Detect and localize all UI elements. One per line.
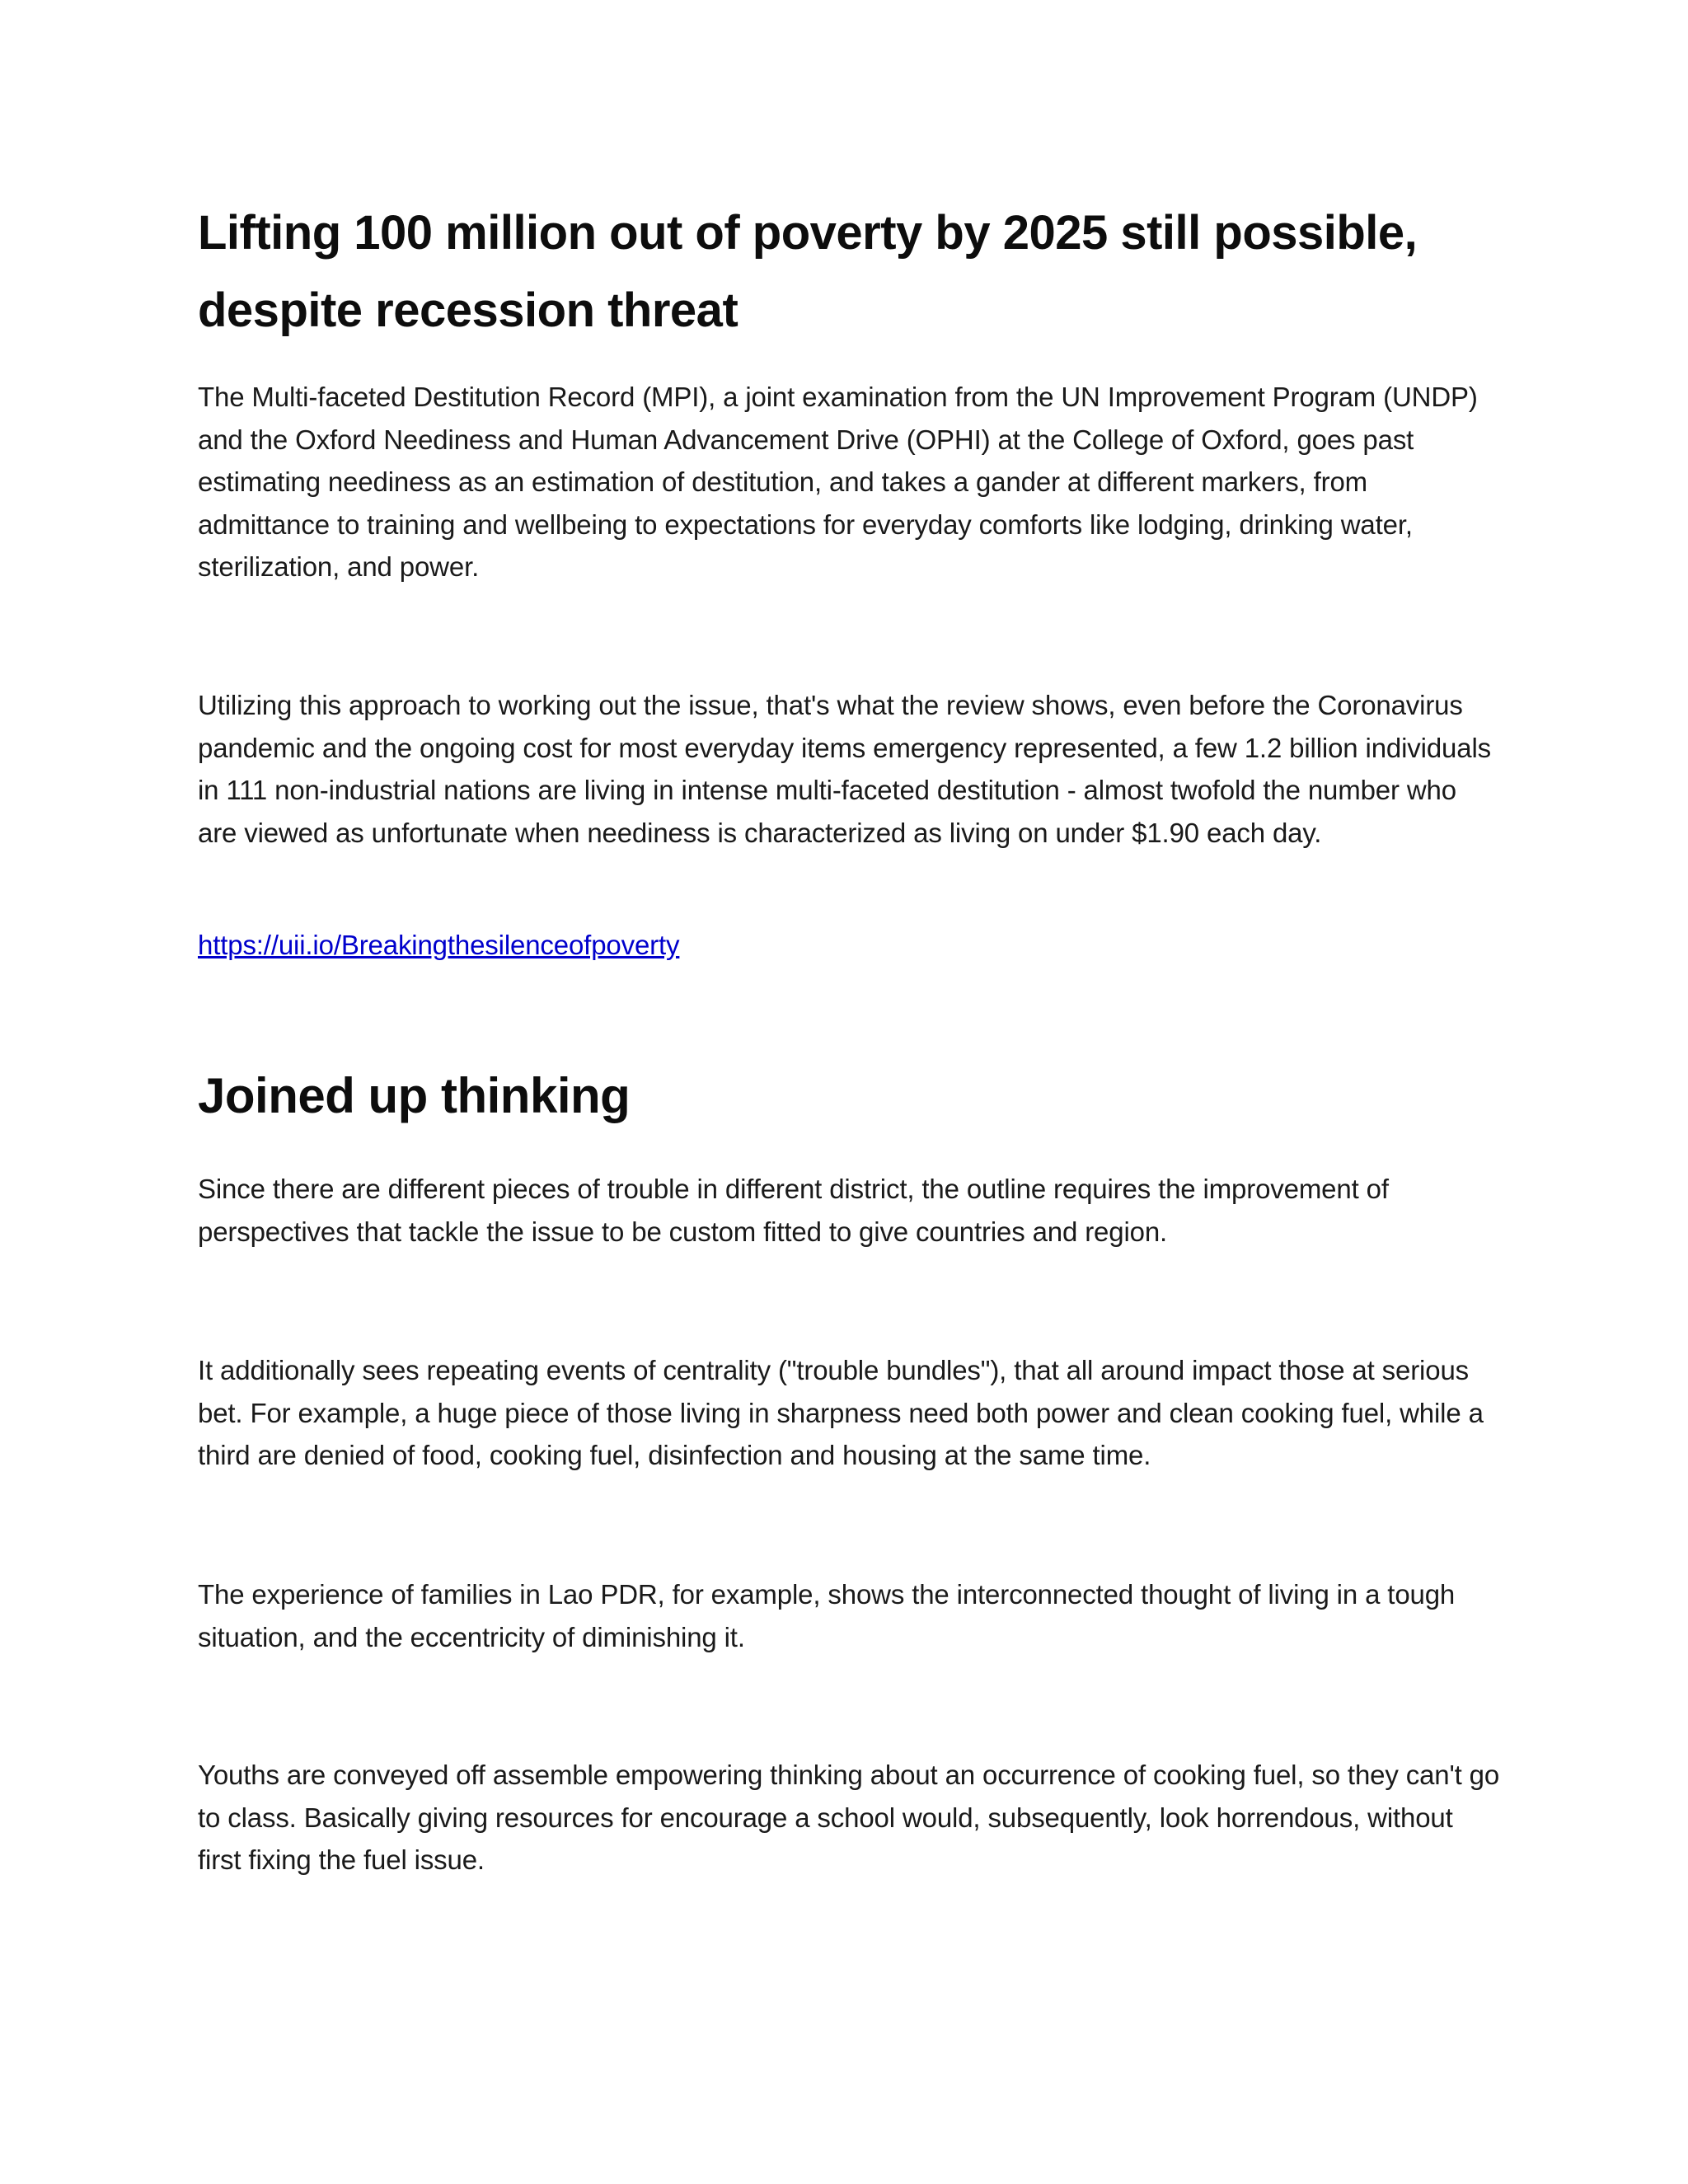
section-paragraph-4: Youths are conveyed off assemble empowering thinking about an occurrence of cooking fuel, so they can't go to class. Basically giving resources for encourage a school would, subsequently, look horrendous, without first fixing the fuel issue.: [198, 1760, 1500, 1875]
section-heading: Joined up thinking: [198, 1068, 631, 1123]
article-title: Lifting 100 million out of poverty by 2025 still possible, despite recession threat: [198, 206, 1418, 337]
section-paragraph-3: The experience of families in Lao PDR, for example, shows the interconnected thought of living in a tough situation, and the eccentricity of diminishing it.: [198, 1579, 1456, 1652]
article-paragraph-1: The Multi-faceted Destitution Record (MPI), a joint examination from the UN Improvement Program (UNDP) and the Oxford Neediness and Human Advancement Drive (OPHI) at the College of Oxford, goes past estimating neediness as an estimation of destitution, and takes a gander at different markers, from admittance to training and wellbeing to expectations for everyday comforts like lodging, drinking water, sterilization, and power.: [198, 382, 1478, 582]
section-paragraph-2: It additionally sees repeating events of centrality ("trouble bundles"), that all around impact those at serious bet. For example, a huge piece of those living in sharpness need both power and clean cooking fuel, while a third are denied of food, cooking fuel, disinfection and housing at the same time.: [198, 1355, 1484, 1470]
source-link[interactable]: https://uii.io/Breakingthesilenceofpoverty: [198, 930, 680, 960]
section-paragraph-1: Since there are different pieces of trouble in different district, the outline requires the improvement of perspectives that tackle the issue to be custom fitted to give countries and region.: [198, 1174, 1389, 1247]
article-paragraph-2: Utilizing this approach to working out the issue, that's what the review shows, even before the Coronavirus pandemic and the ongoing cost for most everyday items emergency represented, a few 1.2 billion individuals in 111 non-industrial nations are living in intense multi-faceted destitution - almost twofold the number who are viewed as unfortunate when neediness is characterized as living on under $1.90 each day.: [198, 690, 1491, 848]
